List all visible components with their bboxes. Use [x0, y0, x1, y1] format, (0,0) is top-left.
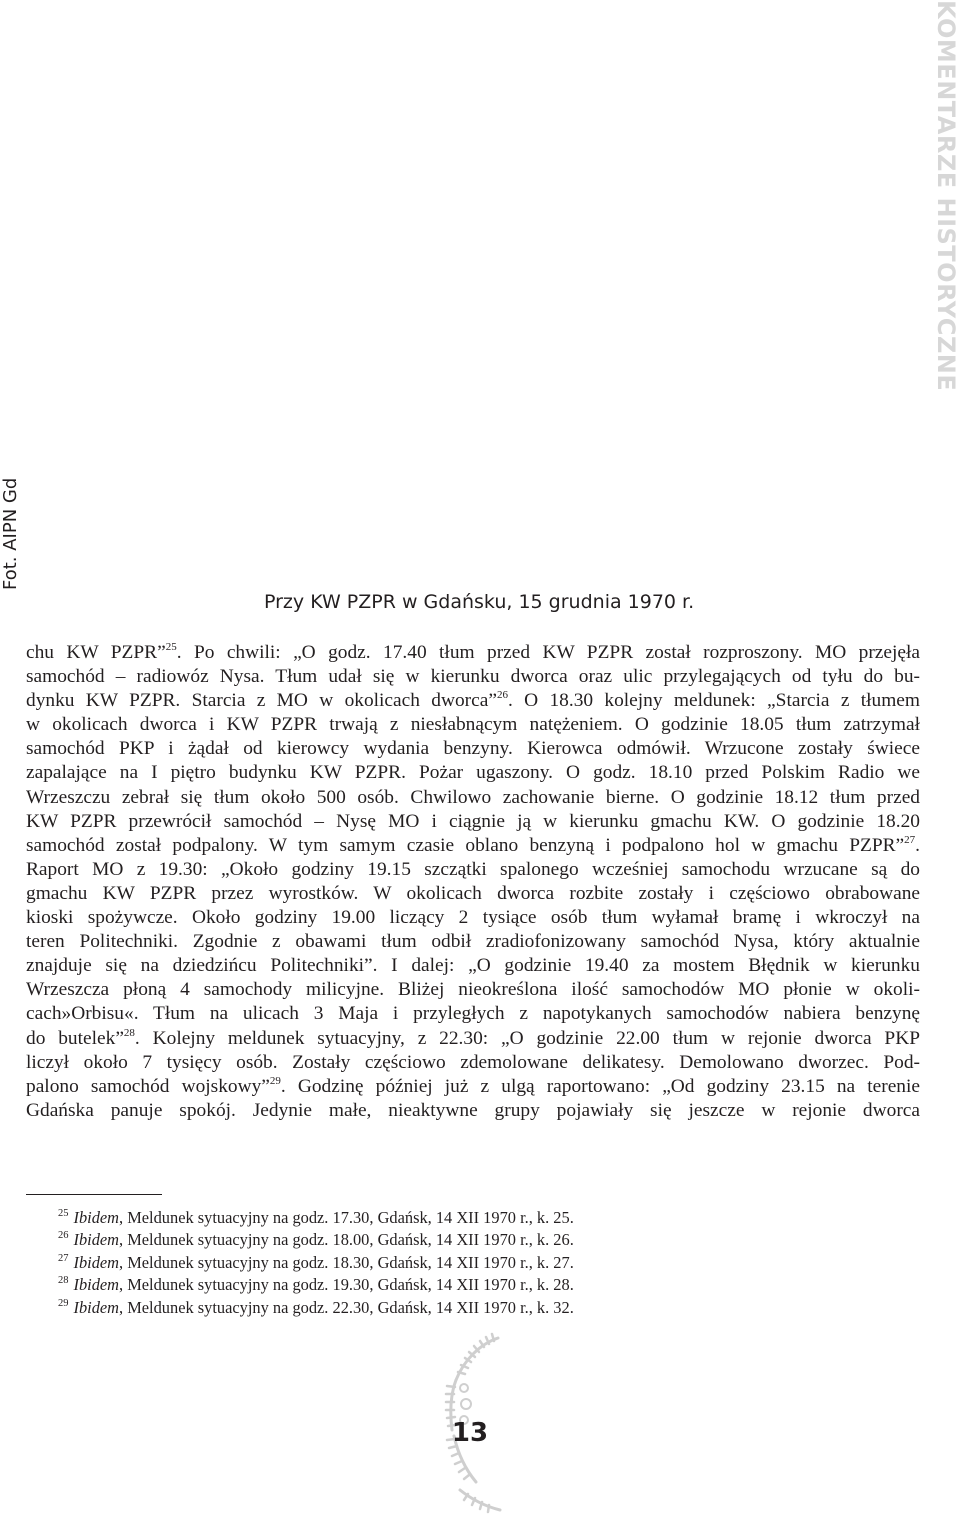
body-line: gmachu KW PZPR przez wyrostków. W okolicach dworca rozbite zostały i częściowo obrabowane — [26, 882, 920, 904]
body-line: samochód został podpalony. W tym samym czasie oblano benzyną i podpalono hol w gmachu PZPR”$^{27}$. — [26, 833, 920, 856]
body-line: Gdańska panuje spokój. Jedynie małe, nieaktywne grupy pojawiały się jeszcze w rejonie dworca — [26, 1099, 920, 1121]
footnote: $^{29}$ Ibidem, Meldunek sytuacyjny na godz. 22.30, Gdańsk, 14 XII 1970 r., k. 32. — [58, 1297, 574, 1317]
footnote-number: 29 — [58, 1297, 69, 1309]
body-line: w okolicach dworca i KW PZPR trwają z niesłabnącym natężeniem. O godzinie 18.05 tłum zatrzymał — [26, 714, 920, 736]
footnote: $^{25}$ Ibidem, Meldunek sytuacyjny na godz. 17.30, Gdańsk, 14 XII 1970 r., k. 25. — [58, 1208, 574, 1227]
photo-caption: Przy KW PZPR w Gdańsku, 15 grudnia 1970 r. — [264, 591, 695, 613]
footnote-number: 25 — [58, 1208, 69, 1219]
body-line: samochód – radiowóz Nysa. Tłum udał się w kierunku dworca oraz ulic przylegających od tyłu do bu- — [26, 666, 920, 688]
body-text — [26, 641, 920, 1123]
footnote-number: 28 — [58, 1275, 69, 1287]
footnote-ref[interactable]: 27 — [904, 833, 916, 846]
photo-credit: Fot. AIPN Gd — [0, 477, 21, 590]
body-line: do butelek”$^{28}$. Kolejny meldunek sytuacyjny, z 22.30: „O godzinie 22.00 tłum w rejonie dworca PKP — [26, 1026, 920, 1049]
footnotes — [58, 1207, 758, 1319]
body-line: Wrzeszcza płoną 4 samochody milicyjne. Bliżej nieokreślona ilość samochodów MO płonie w okoli- — [26, 979, 920, 1001]
footnote-separator — [26, 1194, 162, 1195]
footnote-ref[interactable]: 29 — [269, 1074, 281, 1087]
body-line: teren Politechniki. Zgodnie z obawami tłum odbił zradiofonizowany samochód Nysa, który aktualnie — [26, 931, 920, 953]
footnote-ref[interactable]: 26 — [496, 689, 508, 702]
body-line: dynku KW PZPR. Starcia z MO w okolicach dworca”$^{26}$. O 18.30 kolejny meldunek: „Starcia z tłumem — [26, 689, 920, 712]
body-line: znajduje się na dziedzińcu Politechniki”. I dalej: „O godzinie 19.40 za mostem Błędnik w kierunku — [26, 955, 920, 977]
body-line: palono samochód wojskowy”$^{29}$. Godzinę później już z ulgą raportowano: „Od godziny 23.15 na terenie — [26, 1074, 921, 1097]
page-number: 13 — [451, 1418, 489, 1448]
body-line: zapalające na I piętro budynku KW PZPR. Pożar ugaszony. O godz. 18.10 przed Polskim Radio we — [26, 762, 920, 784]
footnote-number: 27 — [58, 1252, 69, 1264]
section-title-vertical: KOMENTARZE HISTORYCZNE — [932, 0, 960, 392]
footnote: $^{26}$ Ibidem, Meldunek sytuacyjny na godz. 18.00, Gdańsk, 14 XII 1970 r., k. 26. — [58, 1230, 574, 1250]
body-line: cach»Orbisu«. Tłum na ulicach 3 Maja i przyległych z napotykanych samochodów nabiera benzynę — [26, 1003, 920, 1025]
body-line: KW PZPR przewrócił samochód – Nysę MO i ciągnie ją w kierunku gmachu KW. O godzinie 18.20 — [26, 810, 920, 832]
footnote: $^{28}$ Ibidem, Meldunek sytuacyjny na godz. 19.30, Gdańsk, 14 XII 1970 r., k. 28. — [58, 1275, 574, 1295]
body-line: liczył około 7 tysięcy osób. Zostały częściowo zdemolowane delikatesy. Demolowano dworzec. Pod- — [26, 1051, 920, 1073]
body-line: Wrzeszczu zebrał się tłum około 500 osób. Chwilowo zachowanie bierne. O godzinie 18.12 tłum przed — [26, 786, 920, 808]
body-line: chu KW PZPR”$^{25}$. Po chwili: „O godz. 17.40 tłum przed KW PZPR został rozproszony. MO przejęła — [26, 641, 920, 663]
body-line: Raport MO z 19.30: „Około godziny 19.15 szczątki spalonego wcześniej samochodu wrzucane są do — [26, 858, 920, 880]
body-line: samochód PKP i żądał od kierowcy wydania benzyny. Kierowca odmówił. Wrzucone zostały świece — [26, 738, 920, 760]
footnote-number: 26 — [58, 1230, 69, 1242]
footnote-ref[interactable]: 28 — [123, 1026, 135, 1039]
footnote-ref[interactable]: 25 — [165, 641, 177, 653]
body-line: kioski spożywcze. Około godziny 19.00 liczący 2 tysiące osób tłum wyłamał bramę i wkroczył na — [26, 907, 920, 929]
footnote: $^{27}$ Ibidem, Meldunek sytuacyjny na godz. 18.30, Gdańsk, 14 XII 1970 r., k. 27. — [58, 1252, 574, 1272]
